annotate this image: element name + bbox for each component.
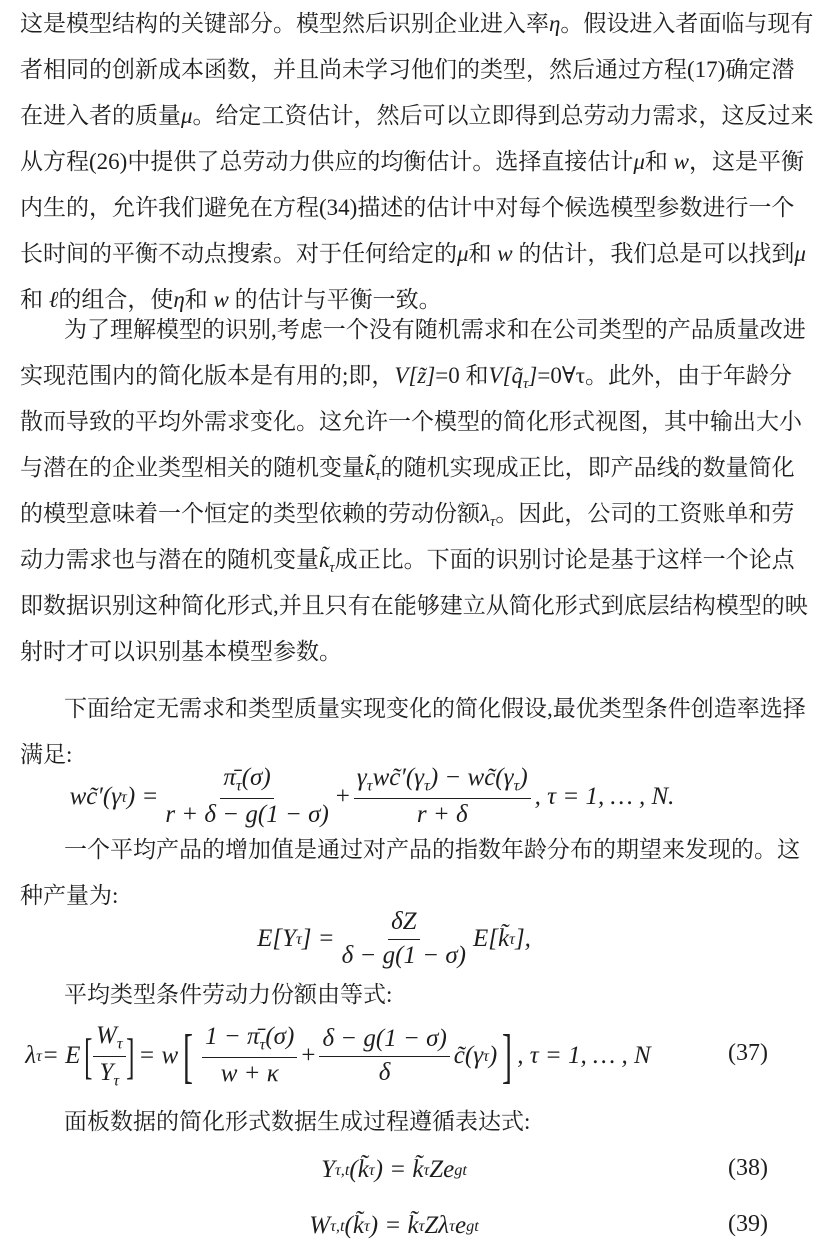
- eq-sub: τ: [295, 929, 302, 948]
- paragraph: [20, 972, 768, 1018]
- eq-sub: τ: [363, 1216, 370, 1235]
- eq-text: = E: [41, 1042, 81, 1069]
- text-run: 一个平均产品的增加值是通过对产品的指数年龄分布的期望来发现的。这: [64, 837, 800, 862]
- equation-number: (39): [728, 1211, 768, 1237]
- math-symbol: ℓ: [48, 287, 59, 312]
- eq-sub: τ: [483, 1046, 489, 1065]
- eq-sub: τ: [424, 777, 430, 796]
- text-line: [20, 686, 806, 732]
- eq-text: δ − g(1 − σ): [341, 941, 466, 969]
- text-line: [20, 491, 795, 537]
- equation-expected-output: [0, 906, 788, 972]
- text-run: 射时才可以识别基本模型参数。: [20, 639, 342, 664]
- math-symbol: ]: [528, 363, 538, 388]
- text-line: [20, 1, 814, 47]
- bracket-right: ]: [502, 1023, 513, 1089]
- text-line: [20, 583, 808, 629]
- equation-number: (38): [728, 1155, 768, 1181]
- text-run: 者相同的创新成本函数，并且尚未学习他们的类型，然后通过方程(17)确定潜: [20, 57, 795, 82]
- eq-sub: τ: [513, 777, 520, 796]
- eq-text: ) =: [126, 783, 159, 810]
- text-run: 种产量为:: [20, 883, 119, 908]
- eq-sup: gt: [466, 1216, 479, 1235]
- math-symbol: η: [173, 287, 185, 312]
- eq-text: = w: [138, 1042, 179, 1069]
- text-line: [20, 185, 795, 231]
- math-symbol: η: [549, 11, 561, 36]
- eq-text: w + κ: [220, 1059, 279, 1087]
- eq-text: wc̃′(γ: [69, 783, 122, 810]
- eq-text: (k̃: [349, 1156, 369, 1183]
- text-line: [20, 139, 804, 185]
- eq-text: , τ = 1, … , N.: [534, 783, 675, 810]
- text-run: 为了理解模型的识别,考虑一个没有随机需求和在公司类型的产品质量改进: [64, 317, 806, 342]
- eq-text: (k̃: [344, 1212, 364, 1239]
- equation-39: [0, 1206, 788, 1246]
- fraction: [162, 764, 331, 829]
- eq-text: λ: [25, 1042, 37, 1069]
- eq-sub: τ,t: [330, 1216, 345, 1235]
- text-run: 。因此，公司的工资账单和劳: [495, 501, 795, 526]
- text-line: [20, 399, 802, 445]
- text-run: 与潜在的企业类型相关的随机变量: [20, 455, 365, 480]
- text-run: 动力需求也与潜在的随机变量: [20, 547, 319, 572]
- text-run: 成正比。下面的识别讨论是基于这样一个论点: [334, 547, 795, 572]
- equation-creation-rate: [0, 764, 766, 830]
- text-line: [20, 231, 806, 277]
- text-run: 和: [20, 287, 49, 312]
- text-run: 的估计与平衡一致。: [228, 287, 442, 312]
- eq-text: δZ: [388, 908, 420, 940]
- math-symbol: μ: [181, 103, 193, 128]
- math-symbol: w: [213, 287, 229, 312]
- eq-sub: τ: [449, 1216, 455, 1235]
- eq-text: E[k̃: [473, 925, 510, 952]
- eq-text: δ − g(1 − σ): [319, 1025, 449, 1057]
- math-symbol: $k̃_\tau$: [319, 547, 335, 577]
- eq-text: δ: [378, 1058, 391, 1086]
- eq-sub: τ: [423, 1160, 430, 1179]
- eq-text: +: [335, 783, 350, 810]
- text-run: 的估计，我们总是可以找到: [512, 241, 795, 266]
- eq-text: ) = k̃: [374, 1156, 424, 1183]
- eq-text: Y: [99, 1058, 114, 1086]
- eq-text: ) − wc̃(γ: [429, 764, 514, 792]
- text-line: [20, 972, 768, 1018]
- math-symbol: w: [673, 149, 689, 174]
- text-run: 满足:: [20, 742, 73, 767]
- eq-sub: τ,t: [334, 1160, 350, 1179]
- text-line: [20, 307, 806, 353]
- bracket-left: [: [183, 1023, 194, 1089]
- math-subscript: τ: [375, 468, 381, 485]
- eq-text: Y: [321, 1156, 335, 1183]
- text-run: 长时间的平衡不动点搜索。对于任何给定的: [20, 241, 457, 266]
- eq-text: , τ = 1, … , N: [517, 1042, 651, 1069]
- fraction: [354, 764, 531, 829]
- equation-38: [0, 1150, 788, 1190]
- eq-text: e: [454, 1212, 467, 1239]
- math-symbol: $\lambda_\tau$: [480, 501, 496, 531]
- eq-text: γ: [356, 764, 367, 792]
- eq-sub: τ: [259, 1036, 266, 1055]
- bracket-right: ]: [125, 1028, 135, 1084]
- math-symbol: μ: [457, 241, 469, 266]
- eq-text: (σ): [265, 1023, 295, 1051]
- eq-sub: τ: [121, 787, 127, 806]
- fraction: [93, 1022, 126, 1090]
- eq-sub: τ: [36, 1046, 42, 1065]
- text-line: [20, 537, 795, 583]
- math-subscript: τ: [523, 376, 529, 393]
- math-symbol: V[z̃]: [394, 363, 436, 388]
- eq-sub: τ: [418, 1216, 425, 1235]
- math-subscript: τ: [329, 560, 335, 577]
- eq-text: 1 − π̄: [205, 1023, 260, 1051]
- paragraph: [20, 1, 814, 323]
- fraction: [202, 1023, 297, 1088]
- math-subscript: τ: [489, 514, 496, 531]
- eq-sup: gt: [454, 1160, 467, 1179]
- eq-sub: τ: [368, 1160, 375, 1179]
- paragraph: [20, 307, 808, 675]
- eq-text: ): [488, 1042, 498, 1069]
- text-line: [20, 445, 795, 491]
- text-line: [20, 629, 768, 675]
- text-line: [20, 47, 795, 93]
- eq-sub: τ: [509, 929, 515, 948]
- eq-sub: τ: [235, 777, 242, 796]
- eq-text: c̃(γ: [453, 1042, 484, 1069]
- fraction: [319, 1025, 449, 1088]
- eq-text: W: [96, 1022, 117, 1050]
- eq-text: ],: [514, 925, 531, 952]
- eq-text: E[Y: [257, 925, 296, 952]
- paragraph: [20, 1099, 768, 1145]
- text-run: ，这是平衡: [688, 149, 804, 174]
- math-symbol: $k̃_\tau$: [365, 455, 381, 485]
- text-run: 的组合，使: [58, 287, 174, 312]
- text-run: 。假设进入者面临与现有: [560, 11, 814, 36]
- fraction: [339, 908, 469, 971]
- equation-number: (37): [728, 1040, 768, 1066]
- math-symbol: $V[q̃_\tau$: [488, 363, 529, 393]
- eq-text: Zλ: [424, 1212, 450, 1239]
- text-run: 散而导致的平均外需求变化。这允许一个模型的简化形式视图，其中输出大小: [20, 409, 802, 434]
- math-symbol: μ: [794, 241, 806, 266]
- eq-text: wc̃′(γ: [372, 764, 424, 792]
- eq-text: Ze: [429, 1156, 455, 1183]
- text-run: 和: [184, 287, 214, 312]
- eq-text: ) = k̃: [369, 1212, 419, 1239]
- text-line: [20, 1099, 768, 1145]
- eq-text: ): [519, 764, 528, 792]
- text-run: =0 和: [435, 363, 489, 388]
- eq-text: ] =: [301, 925, 335, 952]
- text-run: 和: [468, 241, 498, 266]
- eq-text: W: [309, 1212, 331, 1239]
- text-line: [20, 827, 800, 873]
- text-line: [20, 353, 792, 399]
- text-run: 下面给定无需求和类型质量实现变化的简化假设,最优类型条件创造率选择: [64, 696, 806, 721]
- text-run: =0∀τ。此外，由于年龄分: [537, 363, 792, 388]
- text-run: 在进入者的质量: [20, 103, 181, 128]
- text-run: 面板数据的简化形式数据生成过程遵循表达式:: [64, 1109, 531, 1134]
- text-run: 的随机实现成正比，即产品线的数量简化: [380, 455, 795, 480]
- text-run: 。给定工资估计，然后可以立即得到总劳动力需求，这反过来: [192, 103, 814, 128]
- eq-sub: τ: [116, 1034, 123, 1053]
- text-run: 实现范围内的简化版本是有用的;即，: [20, 363, 395, 388]
- eq-sub: τ: [113, 1071, 120, 1090]
- eq-text: π̄: [223, 764, 236, 792]
- eq-text: r + δ − g(1 − σ): [165, 800, 329, 828]
- eq-sub: τ: [366, 777, 373, 796]
- text-run: 从方程(26)中提供了总劳动力供应的均衡估计。选择直接估计: [20, 149, 634, 174]
- text-line: [20, 93, 814, 139]
- text-run: 平均类型条件劳动力份额由等式:: [64, 982, 393, 1007]
- eq-text: r + δ: [416, 800, 468, 828]
- text-run: 这是模型结构的关键部分。模型然后识别企业进入率: [20, 11, 549, 36]
- math-symbol: μ: [633, 149, 645, 174]
- text-run: 的模型意味着一个恒定的类型依赖的劳动份额: [20, 501, 480, 526]
- text-run: 和: [644, 149, 674, 174]
- math-symbol: w: [497, 241, 513, 266]
- eq-text: (σ): [241, 764, 271, 792]
- equation-37: [0, 1018, 732, 1094]
- text-run: 内生的，允许我们避免在方程(34)描述的估计中对每个候选模型参数进行一个: [20, 195, 795, 220]
- text-run: 即数据识别这种简化形式,并且只有在能够建立从简化形式到底层结构模型的映: [20, 593, 808, 618]
- eq-text: +: [301, 1042, 316, 1069]
- bracket-left: [: [84, 1028, 93, 1084]
